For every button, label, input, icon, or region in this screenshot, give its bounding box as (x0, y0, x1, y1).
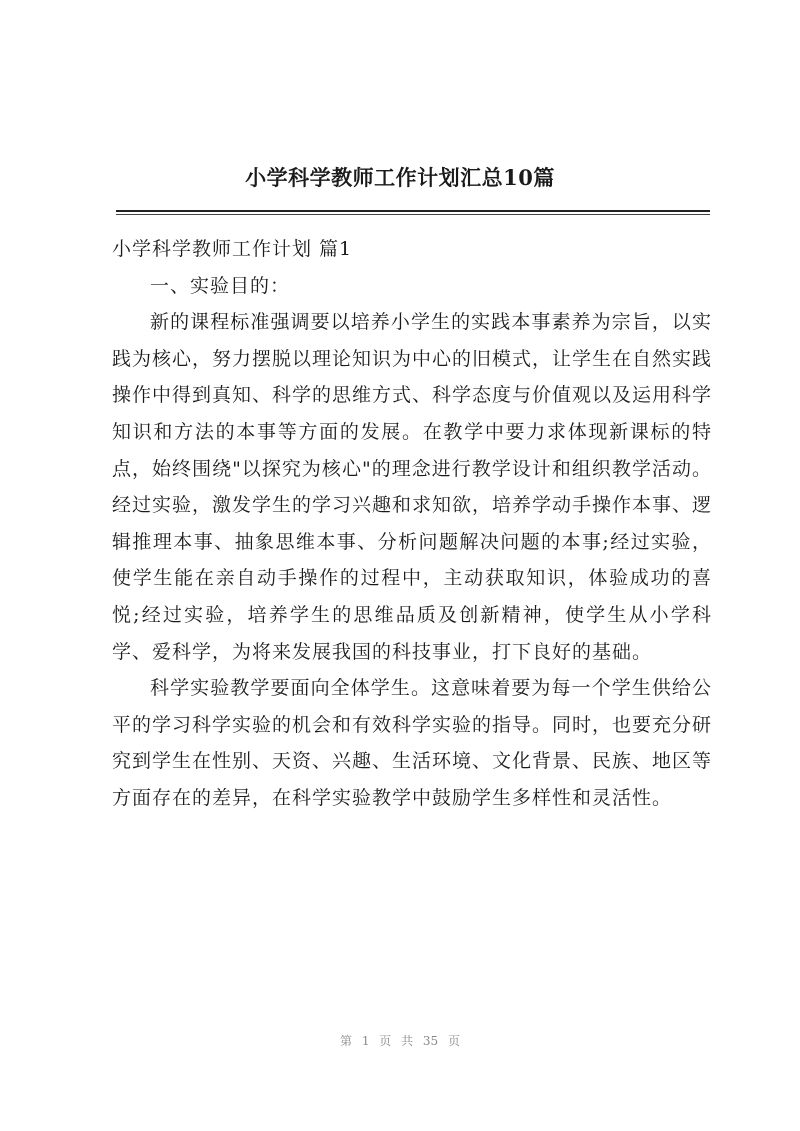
title-divider-thin (116, 214, 710, 215)
document-body (112, 231, 712, 817)
document-title: 小学科学教师工作计划汇总10篇 (245, 165, 555, 190)
title-divider (116, 210, 710, 212)
page-number: 第 1 页 共 35 页 (340, 1034, 460, 1048)
subheading: 一、实验目的： (150, 274, 291, 297)
paragraph: 科学实验教学要面向全体学生。这意味着要为每一个学生供给公平的学习科学实验的机会和有效科学实验的指导。同时，也要充分研究到学生在性别、天资、兴趣、生活环境、文化背景、民族、地区等方面存在的差异，在科学实验教学中鼓励学生多样性和灵活性。 (112, 677, 713, 809)
section-heading: 小学科学教师工作计划 篇1 (112, 238, 353, 260)
paragraph: 新的课程标准强调要以培养小学生的实践本事素养为宗旨，以实践为核心，努力摆脱以理论知识为中心的旧模式，让学生在自然实践操作中得到真知、科学的思维方式、科学态度与价值观以及运用科学知识和方法的本事等方面的发展。在教学中要力求体现新课标的特点，始终围绕"以探究为核心"的理念进行教学设计和组织教学活动。经过实验，激发学生的学习兴趣和求知欲，培养学动手操作本事、逻辑推理本事、抽象思维本事、分析问题解决问题的本事;经过实验，使学生能在亲自动手操作的过程中，主动获取知识，体验成功的喜悦;经过实验，培养学生的思维品质及创新精神，使学生从小学科学、爱科学，为将来发展我国的科技事业，打下良好的基础。 (112, 311, 713, 663)
